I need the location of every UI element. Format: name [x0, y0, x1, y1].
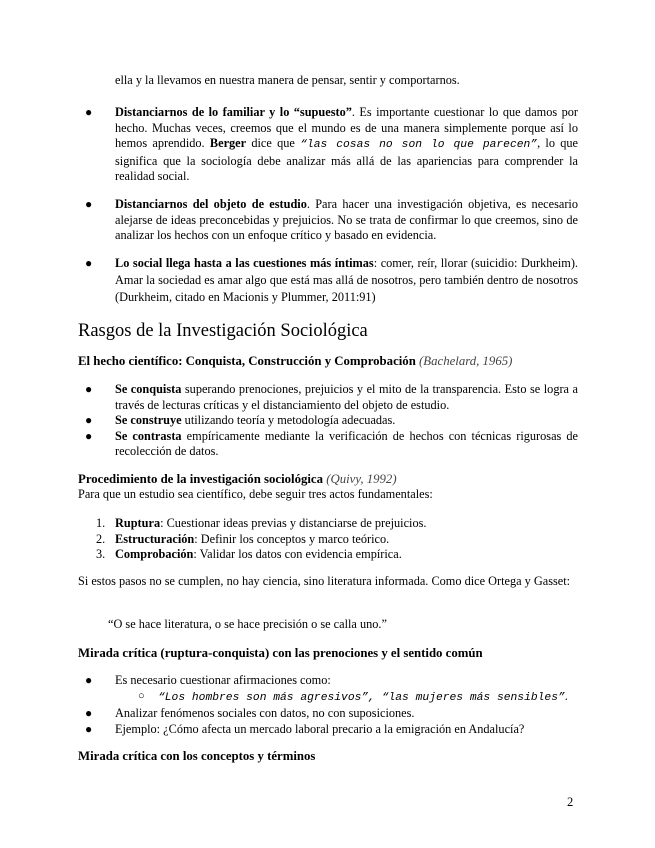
continuation-text: ella y la llevamos en nuestra manera de pensar, sentir y comportarnos.	[115, 73, 460, 87]
bullet-dot-icon: ●	[85, 413, 93, 428]
list-item: 2. Estructuración: Definir los conceptos y marco teórico.	[96, 531, 390, 546]
bullet-dot-icon: ●	[85, 673, 93, 687]
bullet-intimas: ● Lo social llega hasta a las cuestiones más íntimas: comer, reír, llorar (suicidio: Durkheim). Amar la sociedad es amar algo que está mas allá de nosotros, pero también dentro de nosotros (Durkheim, citado en Macionis y Plummer, 2011:91)	[85, 256, 578, 304]
circle-bullet-icon: ○	[138, 689, 145, 702]
bullet-dot-icon: ●	[85, 721, 93, 736]
list-item: 1. Ruptura: Cuestionar ideas previas y distanciarse de prejuicios.	[96, 516, 427, 530]
hecho-list	[78, 382, 578, 460]
bullet-dot-icon: ●	[85, 382, 93, 396]
list-item: 3. Comprobación: Validar los datos con evidencia empírica.	[96, 547, 402, 562]
ortega-quote: “O se hace literatura, o se hace precisión o se calla uno.”	[108, 617, 387, 631]
bullet-bold: Distanciarnos del objeto de estudio	[115, 197, 307, 211]
list-item: ● Se conquista superando prenociones, prejuicios y el mito de la transparencia. Esto se logra a través de lecturas críticas y el distanciamiento del objeto de estudio.	[85, 382, 578, 412]
hecho-cite: (Bachelard, 1965)	[419, 354, 513, 368]
bullet-dot-icon: ●	[85, 428, 93, 443]
bullet-dot-icon: ●	[85, 197, 93, 211]
bullet-dot-icon: ●	[85, 706, 93, 721]
bullet-objeto: ● Distanciarnos del objeto de estudio. Para hacer una investigación objetiva, es necesario alejarse de ideas preconcebidas y prejuicios. No se trata de confirmar lo que creemos, sino de analizar los hechos con un enfoque crítico y basado en evidencia.	[85, 197, 578, 243]
sub-list-item: ○ “Los hombres son más agresivos”, “las mujeres más sensibles”.	[138, 688, 568, 704]
bullet-bold: Lo social llega hasta a las cuestiones más íntimas	[115, 256, 374, 270]
mirada2-heading: Mirada crítica con los conceptos y términos	[78, 749, 316, 763]
list-item: ● Analizar fenómenos sociales con datos, no con suposiciones.	[85, 706, 415, 721]
list-item: ● Ejemplo: ¿Cómo afecta un mercado laboral precario a la emigración en Andalucía?	[85, 721, 525, 736]
procedimiento-intro: Para que un estudio sea científico, debe seguir tres actos fundamentales:	[78, 487, 433, 501]
berger-quote: “las cosas no son lo que parecen”	[300, 139, 538, 152]
list-item: ● Se contrasta empíricamente mediante la verificación de hechos con técnicas rigurosas de recolección de datos.	[85, 428, 579, 459]
procedimiento-steps	[78, 516, 578, 563]
mirada-list	[78, 673, 578, 737]
procedimiento-cite: (Quivy, 1992)	[326, 472, 397, 486]
page-number: 2	[567, 795, 574, 809]
hecho-heading: El hecho científico: Conquista, Construcción y Comprobación (Bachelard, 1965)	[78, 354, 513, 368]
procedimiento-heading: Procedimiento de la investigación sociológica (Quivy, 1992)	[78, 472, 397, 486]
section-title: Rasgos de la Investigación Sociológica	[78, 321, 368, 341]
list-item: ● Se construye utilizando teoría y metodología adecuadas.	[85, 413, 396, 428]
procedimiento-outro: Si estos pasos no se cumplen, no hay ciencia, sino literatura informada. Como dice Ortega y Gasset:	[78, 574, 571, 588]
bullet-dot-icon: ●	[85, 105, 93, 119]
bullet-familiar: ● Distanciarnos de lo familiar y lo “supuesto”. Es importante cuestionar lo que damos por hecho. Muchas veces, creemos que el mundo es de una manera simplemente porque así lo hemos aprendido. Berger dice que “las cosas no son lo que parecen”, lo que significa que la sociología debe analizar más allá de las apariencias para comprender la realidad social.	[85, 105, 579, 184]
list-item: ● Es necesario cuestionar afirmaciones como:	[85, 673, 331, 687]
bullet-bold: Distanciarnos de lo familiar y lo “supuesto”	[115, 105, 352, 119]
mirada-heading: Mirada crítica (ruptura-conquista) con las prenociones y el sentido común	[78, 646, 483, 660]
bullet-dot-icon: ●	[85, 256, 93, 270]
